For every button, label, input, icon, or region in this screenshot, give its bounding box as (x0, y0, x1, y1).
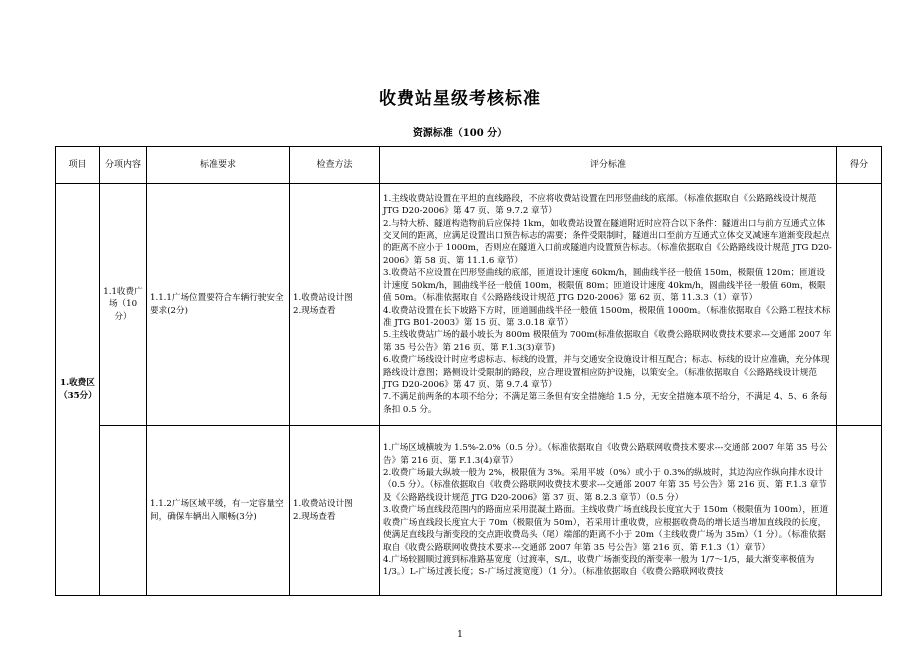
method-line: 1.收费站设计图 (293, 293, 353, 304)
criteria-item: 2.与特大桥、隧道构造物前后应保持 1km，如收费站设置在隧道附近时应符合以下条件：隧道出口与前方互通式立体交叉间的距离，应满足设置出口预告标志的需要；条件受限制时，隧道出口至前方互通式立体交叉减速车道渐变段起点的距离不应小于 1000m，否则应在隧道入口前或隧道内设置预告标志。（标准依据取自《公路路线设计规范 JTG D20-2006》第 58 页、第 11.1.6 章节） (383, 218, 832, 266)
requirement-cell: 1.1.1广场位置要符合车辆行驶安全要求(2分) (147, 184, 290, 426)
criteria-item: 6.收费广场线设计时应考虑标志、标线的设置，并与交通安全设施设计相互配合；标志、标线的设计应准确，充分体现路线设计意图；路侧设计受限制的路段，应合理设置相应防护设施，以策安全。（标准依据取自《公路路线设计规范 JTG D20-2006》第 47 页、第 9.7.4 章节） (383, 355, 830, 390)
requirement-cell: 1.1.2广场区域平缓，有一定容量空间，确保车辆出入顺畅(3分) (147, 426, 290, 596)
header-item: 项目 (56, 147, 100, 184)
criteria-cell (380, 426, 837, 596)
criteria-item: 4.收费站设置在长下坡路下方时，匝道圆曲线半径一般值 1500m，极限值 1000m。（标准依据取自《公路工程技术标准 JTG B01-2003》第 15 页、第 3.0.18 章节） (383, 305, 831, 328)
standards-table (55, 146, 882, 596)
criteria-cell (380, 184, 837, 426)
table-row (56, 184, 882, 426)
page-number: 1 (457, 630, 463, 640)
table-header-row (56, 147, 882, 184)
criteria-item: 5.主线收费站广场的最小坡长为 800m 极限值为 700m(标准依据取自《收费公路联网收费技术要求---交通部 2007 年第 35 号公告》第 216 页、第 F.1.3(3)章节) (383, 330, 832, 353)
method-cell (290, 426, 380, 596)
score-cell (837, 184, 882, 426)
sub-cell-empty (100, 426, 147, 596)
item-cell: 1.收费区（35分） (56, 184, 100, 596)
table-row (56, 426, 882, 596)
header-method: 检查方法 (290, 147, 380, 184)
page-title: 收费站星级考核标准 (379, 89, 541, 109)
criteria-item: 7.不满足前两条的本项不给分；不满足第三条但有安全措施给 1.5 分，无安全措施本项不给分，不满足 4、5、6 条每条扣 0.5 分。 (383, 392, 828, 415)
criteria-item: 3.收费站不应设置在凹形竖曲线的底部，匝道设计速度 60km/h，圆曲线半径一般值 150m，极限值 120m；匝道设计速度 50km/h，圆曲线半径一般值 100m，极限值 80m；匝道设计速度 40km/h，圆曲线半径一般值 60m，极限值 50m。（标准依据取自《公路路线设计规范 JTG D20-2006》第 62 页、第 11.3.3（1）章节） (383, 268, 826, 304)
header-sub: 分项内容 (100, 147, 147, 184)
method-cell (290, 184, 380, 426)
criteria-item: 1.主线收费站设置在平坦的直线路段，不应将收费站设置在凹形竖曲线的底部。（标准依据取自《公路路线设计规范 JTG D20-2006》第 47 页、第 9.7.2 章节） (383, 193, 817, 217)
score-cell (837, 426, 882, 596)
header-score: 得分 (837, 147, 882, 184)
criteria-item: 1.广场区域横坡为 1.5%-2.0%（0.5 分）。（标准依据取自《收费公路联网收费技术要求---交通部 2007 年第 35 号公告》第 216 页、第 F.1.3(4)章节） (383, 443, 828, 466)
header-requirement: 标准要求 (147, 147, 290, 184)
method-line: 1.收费站设计图 (293, 499, 353, 510)
criteria-item: 4.广场较圆顺过渡到标准路基宽度（过渡率，S/L，收费广场渐变段的渐变率一般为 1/7～1/5，最大渐变率极值为 1/3。）L-广场过渡长度；S-广场过渡宽度）（1 分）。（标准依据取自《收费公路联网收费技 (383, 554, 815, 578)
criteria-item: 2.收费广场最大纵坡一般为 2%，极限值为 3%。采用平坡（0%）或小于 0.3%的纵坡时，其边沟应作纵向排水设计（0.5 分）。（标准依据取自《收费公路联网收费技术要求---交通部 2007 年第 35 号公告》第 216 页、第 F.1.3 章节及《公路路线设计规范 JTG D20-2006》第 37 页、第 8.2.3 章节）（0.5 分） (383, 468, 827, 503)
criteria-item: 3.收费广场直线段范围内的路面应采用混凝土路面。主线收费广场直线段长度宜大于 150m（极限值为 100m），匝道收费广场直线段长度宜大于 70m（极限值为 50m），若采用计重收费，应根据收费岛的增长适当增加直线段的长度，使满足直线段与渐变段的交点距收费岛头（尾）端部的距离不小于 20m（主线收费广场为 35m）（1 分）。（标准依据取自《收费公路联网收费技术要求---交通部 2007 年第 35 号公告》第 216 页、第 F.1.3（1）章节） (383, 505, 829, 553)
method-line: 2.现场查看 (293, 511, 336, 522)
sub-cell: 1.1收费广场（10分） (100, 184, 147, 426)
page-subtitle: 资源标准（100 分） (412, 128, 508, 139)
method-line: 2.现场查看 (293, 305, 336, 316)
header-criteria: 评分标准 (380, 147, 837, 184)
